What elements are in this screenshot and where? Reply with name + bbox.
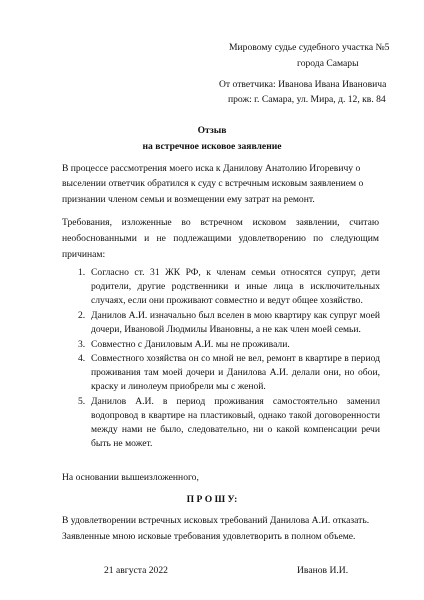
list-item-line: между нами не было, следовательно, ни о какой компенсации речи: [91, 424, 380, 435]
requirements-line-3: причинам:: [62, 249, 106, 260]
list-item-line: быть не может.: [91, 438, 153, 449]
list-item-number: 3.: [78, 339, 86, 350]
list-item-line: родители, другие родственники и иные лица в исключительных: [91, 281, 380, 292]
request-heading: П Р О Ш У:: [186, 494, 238, 505]
requirements-line-2: необоснованными и не подлежащими удовлетворению по следующим: [62, 233, 379, 244]
basis-line: На основании вышеизложенного,: [62, 472, 199, 483]
intro-line-2: выселении ответчик обратился к суду с встречным исковым заявлением о: [62, 178, 364, 189]
request-line-1: В удовлетворении встречных исковых требований Данилова А.И. отказать.: [62, 515, 370, 526]
intro-line-3: признании членом семьи и возмещении ему затрат на ремонт.: [62, 194, 315, 205]
list-item-line: случаях, если они проживают совместно и ведут общее хозяйство.: [91, 295, 363, 306]
list-item-line: Данилов А.И. изначально был вселен в мою квартиру как супруг моей: [91, 310, 380, 321]
list-item-line: Совместного хозяйства он со мной не вел, ремонт в квартире в период: [91, 353, 380, 364]
sender-line-1: От ответчика: Иванова Ивана Ивановича: [219, 79, 387, 90]
list-item-number: 1.: [78, 267, 86, 278]
list-item-number: 2.: [78, 310, 86, 321]
list-item-number: 4.: [78, 353, 86, 364]
addressee-line-1: Мировому судье судебного участка №5: [229, 42, 390, 53]
document-title: Отзыв: [197, 125, 227, 136]
list-item-line: дочери, Ивановой Людмилы Ивановны, а не как член моей семьи.: [91, 324, 361, 335]
list-item-line: проживания там моей дочери и Данилова А.И. делали они, но обои,: [91, 367, 380, 378]
list-item-line: Согласно ст. 31 ЖК РФ, к членам семьи относятся супруг, дети: [91, 267, 380, 278]
signature-name: Иванов И.И.: [297, 565, 349, 576]
list-item-line: Данилов А.И. в период проживания самостоятельно заменил: [91, 396, 380, 407]
document-date: 21 августа 2022: [104, 565, 168, 576]
requirements-line-1: Требования, изложенные во встречном исковом заявлении, считаю: [62, 217, 379, 228]
document-subtitle: на встречное исковое заявление: [142, 141, 282, 152]
sender-line-2: прож: г. Самара, ул. Мира, д. 12, кв. 84: [228, 94, 386, 105]
list-item-line: Совместно с Даниловым А.И. мы не проживали.: [91, 339, 290, 350]
list-item-line: краску и линолеум приобрели мы с женой.: [91, 381, 266, 392]
request-line-2: Заявленные мною исковые требования удовлетворить в полном объеме.: [62, 531, 356, 542]
list-item-number: 5.: [78, 396, 86, 407]
intro-line-1: В процессе рассмотрения моего иска к Данилову Анатолию Игоревичу о: [62, 163, 361, 174]
list-item-line: водопровод в квартире на пластиковый, однако такой договоренности: [91, 410, 380, 421]
addressee-line-2: города Самары: [297, 58, 359, 69]
